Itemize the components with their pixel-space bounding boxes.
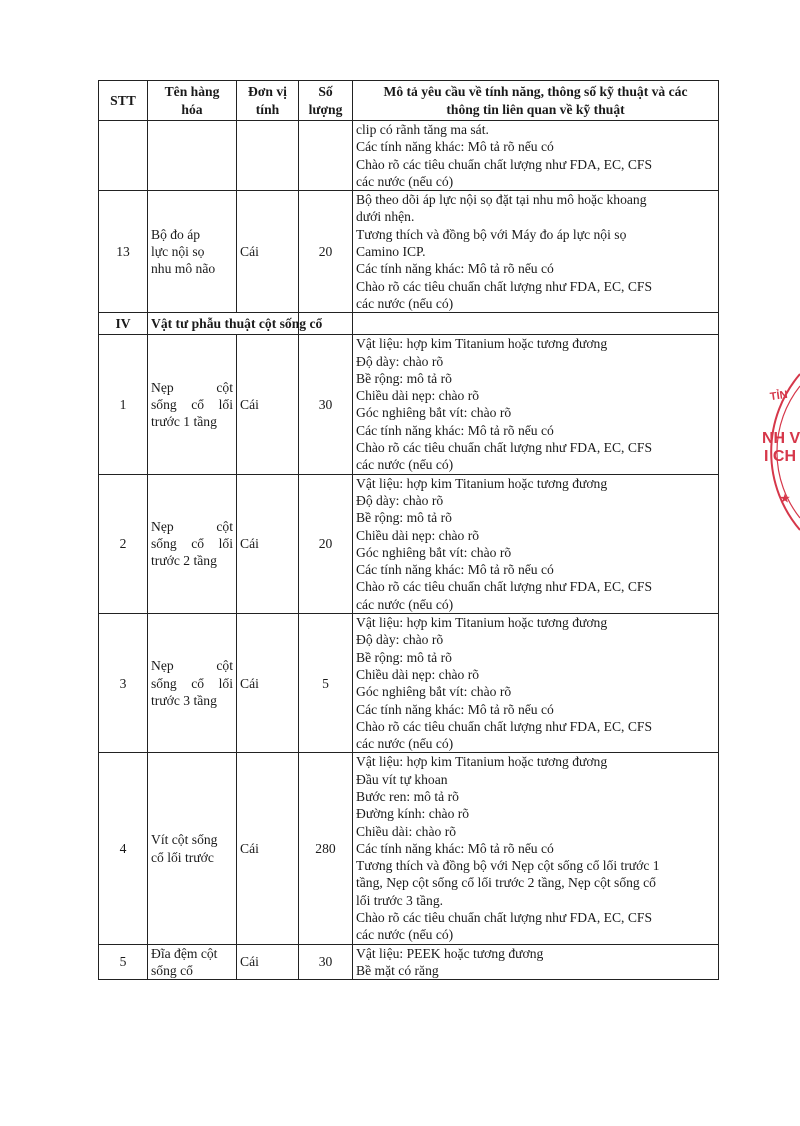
desc-line: Các tính năng khác: Mô tả rõ nếu có (356, 840, 554, 856)
name-line: trước 3 tầng (151, 692, 217, 708)
desc-line: Độ dày: chào rõ (356, 632, 444, 648)
table-row (99, 753, 719, 944)
section-title: Vật tư phẫu thuật cột sống cổ (148, 313, 299, 335)
desc-line: Bề mặt có răng (356, 962, 439, 978)
desc-line: Các tính năng khác: Mô tả rõ nếu có (356, 562, 554, 578)
header-desc-line: thông tin liên quan về kỹ thuật (446, 101, 625, 117)
equipment-spec-table (98, 80, 719, 980)
qty-cell (299, 121, 353, 191)
header-name-line: Tên hàng (164, 84, 220, 100)
section-number: IV (99, 313, 148, 335)
unit-cell: Cái (237, 191, 299, 313)
header-unit-line: Đơn vị (248, 84, 287, 100)
name-line: trước 1 tầng (151, 414, 217, 430)
name-line: sống cổ (151, 962, 193, 978)
table-row (99, 121, 719, 191)
desc-line: tầng, Nẹp cột sống cổ lối trước 2 tầng, Nẹp cột sống cổ (356, 875, 656, 891)
name-cell (148, 191, 237, 313)
qty-cell: 20 (299, 191, 353, 313)
desc-line: Góc nghiêng bắt vít: chào rõ (356, 684, 512, 700)
stamp-text: I CH (764, 448, 796, 465)
desc-cell (353, 121, 719, 191)
name-line: Đĩa đệm cột (151, 945, 218, 961)
stt-cell: 4 (99, 753, 148, 944)
name-line: sống cổ lối (151, 675, 233, 691)
desc-cell (353, 191, 719, 313)
unit-cell: Cái (237, 753, 299, 944)
name-line: Nẹp cột (151, 379, 233, 395)
desc-cell (353, 753, 719, 944)
desc-line: Vật liệu: hợp kim Titanium hoặc tương đương (356, 754, 608, 770)
desc-line: Chào rõ các tiêu chuẩn chất lượng như FDA, EC, CFS (356, 278, 653, 294)
desc-cell (353, 335, 719, 474)
desc-line: Tương thích và đồng bộ với Máy đo áp lực nội sọ (356, 226, 627, 242)
header-qty-line: Số (318, 84, 333, 100)
desc-line: các nước (nếu có) (356, 736, 454, 752)
desc-line: Chào rõ các tiêu chuẩn chất lượng như FDA, EC, CFS (356, 910, 653, 926)
red-stamp-partial (760, 372, 800, 532)
name-line: trước 2 tầng (151, 553, 217, 569)
stt-cell (99, 121, 148, 191)
table-row (99, 614, 719, 753)
desc-line: các nước (nếu có) (356, 927, 454, 943)
name-line: Nẹp cột (151, 518, 233, 534)
desc-line: Các tính năng khác: Mô tả rõ nếu có (356, 422, 554, 438)
desc-line: Vật liệu: PEEK hoặc tương đương (356, 945, 544, 961)
unit-cell: Cái (237, 335, 299, 474)
desc-line: Bề rộng: mô tả rõ (356, 370, 452, 386)
header-qty-line: lượng (308, 101, 343, 117)
desc-line: Các tính năng khác: Mô tả rõ nếu có (356, 139, 554, 155)
header-name (148, 81, 237, 121)
name-line: cổ lối trước (151, 849, 214, 865)
desc-line: các nước (nếu có) (356, 173, 454, 189)
desc-line: clip có rãnh tăng ma sát. (356, 122, 489, 137)
unit-cell: Cái (237, 944, 299, 980)
desc-line: lối trước 3 tầng. (356, 892, 444, 908)
desc-line: Chiều dài: chào rõ (356, 823, 457, 839)
desc-line: Các tính năng khác: Mô tả rõ nếu có (356, 701, 554, 717)
section-empty-cell (353, 313, 719, 335)
name-line: Bộ đo áp (151, 226, 201, 242)
desc-cell (353, 614, 719, 753)
table-row (99, 474, 719, 613)
desc-line: Độ dày: chào rõ (356, 353, 444, 369)
desc-line: Góc nghiêng bắt vít: chào rõ (356, 405, 512, 421)
stt-cell: 5 (99, 944, 148, 980)
header-stt: STT (99, 81, 148, 121)
desc-line: Vật liệu: hợp kim Titanium hoặc tương đương (356, 475, 608, 491)
name-line: sống cổ lối (151, 396, 233, 412)
desc-cell (353, 474, 719, 613)
qty-cell: 30 (299, 335, 353, 474)
header-qty (299, 81, 353, 121)
unit-cell: Cái (237, 614, 299, 753)
desc-line: Góc nghiêng bắt vít: chào rõ (356, 544, 512, 560)
desc-line: Bộ theo dõi áp lực nội sọ đặt tại nhu mô hoặc khoang (356, 192, 647, 208)
name-cell (148, 474, 237, 613)
desc-line: Tương thích và đồng bộ với Nẹp cột sống cổ lối trước 1 (356, 858, 660, 874)
stamp-text: NH V (762, 430, 800, 447)
desc-cell (353, 944, 719, 980)
header-name-line: hóa (181, 101, 203, 117)
stamp-star-icon: ★ (780, 493, 790, 505)
desc-line: Vật liệu: hợp kim Titanium hoặc tương đương (356, 615, 608, 631)
name-cell (148, 753, 237, 944)
header-desc-line: Mô tả yêu cầu về tính năng, thông số kỹ thuật và các (383, 84, 688, 100)
name-line: sống cổ lối (151, 536, 233, 552)
table-row (99, 335, 719, 474)
name-line: Nẹp cột (151, 658, 233, 674)
name-cell (148, 944, 237, 980)
desc-line: Vật liệu: hợp kim Titanium hoặc tương đương (356, 336, 608, 352)
section-row (99, 313, 719, 335)
desc-line: Chiều dài nẹp: chào rõ (356, 388, 480, 404)
desc-line: Chào rõ các tiêu chuẩn chất lượng như FDA, EC, CFS (356, 440, 653, 456)
desc-line: Chào rõ các tiêu chuẩn chất lượng như FDA, EC, CFS (356, 579, 653, 595)
table-row (99, 944, 719, 980)
desc-line: các nước (nếu có) (356, 596, 454, 612)
header-unit-line: tính (255, 101, 280, 117)
name-line: lực nội sọ (151, 244, 205, 260)
stt-cell: 13 (99, 191, 148, 313)
desc-line: các nước (nếu có) (356, 295, 454, 311)
stamp-text: TỈN (769, 388, 789, 404)
name-line: nhu mô não (151, 261, 216, 277)
qty-cell: 30 (299, 944, 353, 980)
desc-line: Bước ren: mô tả rõ (356, 788, 459, 804)
desc-line: Bề rộng: mô tả rõ (356, 510, 452, 526)
desc-line: Bề rộng: mô tả rõ (356, 649, 452, 665)
desc-line: Đầu vít tự khoan (356, 771, 448, 787)
table-row (99, 191, 719, 313)
desc-line: Camino ICP. (356, 244, 426, 260)
desc-line: Chào rõ các tiêu chuẩn chất lượng như FDA, EC, CFS (356, 156, 653, 172)
name-cell (148, 335, 237, 474)
desc-line: Chào rõ các tiêu chuẩn chất lượng như FDA, EC, CFS (356, 718, 653, 734)
desc-line: Đường kính: chào rõ (356, 806, 470, 822)
qty-cell: 5 (299, 614, 353, 753)
name-line: Vít cột sống (151, 832, 218, 848)
desc-line: Độ dày: chào rõ (356, 492, 444, 508)
name-cell (148, 614, 237, 753)
name-cell (148, 121, 237, 191)
header-unit (237, 81, 299, 121)
header-desc (353, 81, 719, 121)
stt-cell: 2 (99, 474, 148, 613)
desc-line: các nước (nếu có) (356, 457, 454, 473)
unit-cell (237, 121, 299, 191)
header-row (99, 81, 719, 121)
qty-cell: 280 (299, 753, 353, 944)
desc-line: Chiều dài nẹp: chào rõ (356, 666, 480, 682)
qty-cell: 20 (299, 474, 353, 613)
unit-cell: Cái (237, 474, 299, 613)
desc-line: Chiều dài nẹp: chào rõ (356, 527, 480, 543)
desc-line: dưới nhện. (356, 209, 415, 225)
desc-line: Các tính năng khác: Mô tả rõ nếu có (356, 261, 554, 277)
stt-cell: 1 (99, 335, 148, 474)
stt-cell: 3 (99, 614, 148, 753)
